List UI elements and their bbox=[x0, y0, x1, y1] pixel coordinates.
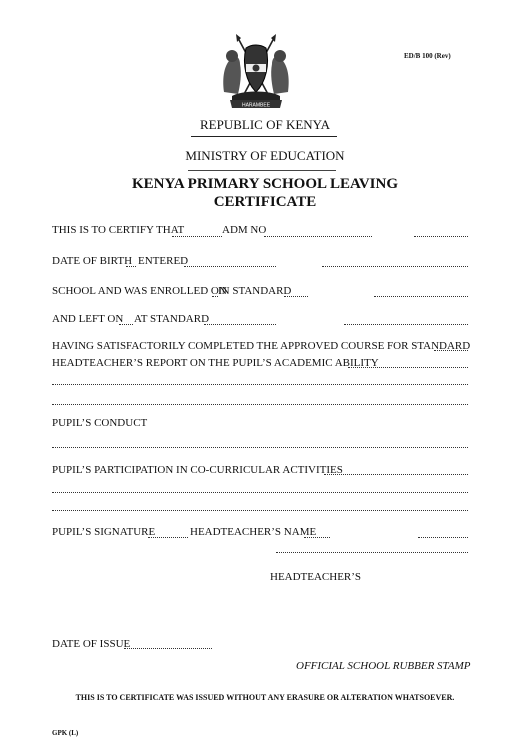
head-name-label: HEADTEACHER’S NAME bbox=[190, 526, 317, 538]
certificate-title-line1: KENYA PRIMARY SCHOOL LEAVING bbox=[131, 176, 399, 192]
date-of-issue-label: DATE OF ISSUE bbox=[52, 638, 131, 650]
footer-notice: THIS IS TO CERTIFICATE WAS ISSUED WITHOUT ANY ERASURE OR ALTERATION WHATSOEVER. bbox=[75, 693, 455, 702]
head-name-field[interactable] bbox=[304, 537, 330, 538]
school-name-field[interactable] bbox=[374, 296, 468, 297]
stamp-label: OFFICIAL SCHOOL RUBBER STAMP bbox=[296, 660, 471, 672]
report-line-3[interactable] bbox=[52, 404, 468, 405]
heading-rule bbox=[191, 136, 337, 137]
head-name-extra-field[interactable] bbox=[418, 537, 468, 538]
completed-label: HAVING SATISFACTORILY COMPLETED THE APPROVED COURSE FOR STANDARD bbox=[52, 340, 471, 352]
pupil-signature-label: PUPIL’S SIGNATURE bbox=[52, 526, 156, 538]
dob-label: DATE OF BIRTH bbox=[52, 255, 133, 267]
at-standard-field[interactable] bbox=[204, 324, 276, 325]
entered-field[interactable] bbox=[184, 266, 276, 267]
conduct-line[interactable] bbox=[52, 447, 468, 448]
participation-field[interactable] bbox=[324, 474, 468, 475]
entered-label: ENTERED bbox=[138, 255, 189, 267]
left-on-label: AND LEFT ON bbox=[52, 313, 124, 325]
head-signature-field[interactable] bbox=[276, 552, 468, 553]
adm-no-field[interactable] bbox=[264, 236, 372, 237]
adm-no-extra-field[interactable] bbox=[414, 236, 468, 237]
school-label: SCHOOL AND WAS ENROLLED ON bbox=[52, 285, 227, 297]
form-code: ED/B 100 (Rev) bbox=[404, 52, 451, 60]
headteachers-label: HEADTEACHER’S bbox=[270, 571, 362, 583]
pupil-signature-field[interactable] bbox=[148, 537, 188, 538]
conduct-label: PUPIL’S CONDUCT bbox=[52, 417, 148, 429]
participation-label: PUPIL’S PARTICIPATION IN CO-CURRICULAR ACTIVITIES bbox=[52, 464, 343, 476]
left-on-extra-field[interactable] bbox=[344, 324, 468, 325]
left-on-field[interactable] bbox=[119, 324, 133, 325]
date-of-issue-field[interactable] bbox=[124, 648, 212, 649]
completed-standard-field[interactable] bbox=[434, 350, 468, 351]
pupil-name-field[interactable] bbox=[172, 236, 222, 237]
report-label: HEADTEACHER’S REPORT ON THE PUPIL’S ACADEMIC ABILITY bbox=[52, 357, 379, 369]
in-standard-label: IN STANDARD bbox=[218, 285, 292, 297]
certificate-title-line2: CERTIFICATE bbox=[213, 194, 317, 210]
report-line-2[interactable] bbox=[52, 384, 468, 385]
participation-line-2[interactable] bbox=[52, 492, 468, 493]
participation-line-3[interactable] bbox=[52, 510, 468, 511]
heading-rule-2 bbox=[188, 170, 336, 171]
at-standard-label: AT STANDARD bbox=[134, 313, 210, 325]
emblem-motto: HARAMBEE bbox=[241, 102, 271, 109]
republic-heading: REPUBLIC OF KENYA bbox=[199, 117, 330, 132]
entered-extra-field[interactable] bbox=[322, 266, 468, 267]
in-standard-field[interactable] bbox=[284, 296, 308, 297]
adm-no-label: ADM NO bbox=[222, 224, 267, 236]
dob-field[interactable] bbox=[126, 266, 136, 267]
report-field[interactable] bbox=[348, 367, 468, 368]
certify-label: THIS IS TO CERTIFY THAT bbox=[52, 224, 185, 236]
ministry-heading: MINISTRY OF EDUCATION bbox=[185, 148, 345, 163]
footer-code: GPK (L) bbox=[52, 729, 79, 737]
coat-of-arms-emblem bbox=[218, 34, 294, 112]
